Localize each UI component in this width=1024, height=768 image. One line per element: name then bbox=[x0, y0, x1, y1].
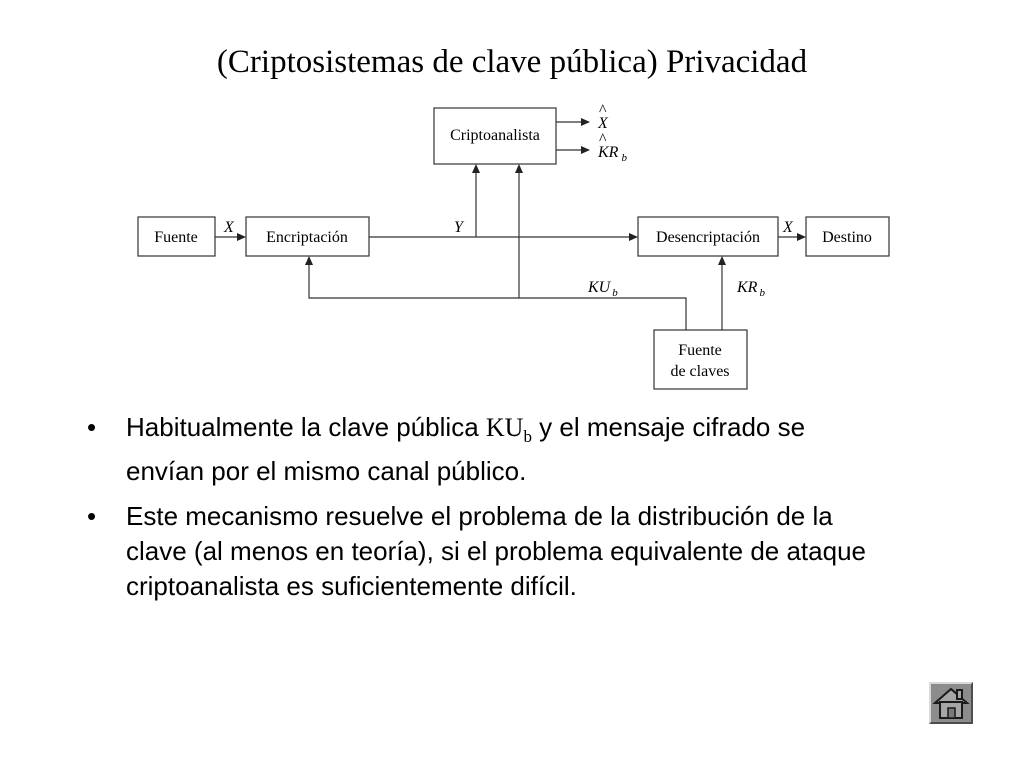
box-encriptacion bbox=[246, 217, 369, 256]
arrow-ku-to-criptoanalista bbox=[515, 164, 523, 298]
box-fuente-label: Fuente bbox=[154, 229, 198, 246]
bullet-1-after: y el mensaje cifrado se envían por el mismo canal público. bbox=[126, 412, 806, 487]
label-x-hat: X bbox=[598, 115, 608, 132]
label-x2: X bbox=[783, 219, 793, 236]
bullet-dot: • bbox=[87, 501, 97, 532]
arrow-channel-y bbox=[369, 233, 638, 241]
bullet-item-2 bbox=[84, 499, 884, 604]
bullet-item-1 bbox=[84, 410, 884, 489]
label-ku: KU $_b$ bbox=[588, 279, 618, 299]
bullet-2-text: Este mecanismo resuelve el problema de la distribución de la clave (al menos en teoría), si el problema equivalente de ataque criptoanalista es suficientemente difícil. bbox=[126, 501, 866, 602]
slide-title: (Criptosistemas de clave pública) Privacidad bbox=[216, 44, 808, 80]
bullet-list bbox=[84, 410, 884, 614]
bullet-1-ku: $KU_b$ bbox=[485, 413, 532, 447]
label-x1: X bbox=[224, 219, 234, 236]
home-button[interactable] bbox=[929, 682, 973, 724]
hat-mark-kr: ^ bbox=[599, 131, 607, 148]
box-desencriptacion-label: Desencriptación bbox=[656, 229, 760, 246]
box-encriptacion-label: Encriptación bbox=[266, 229, 348, 246]
box-destino bbox=[806, 217, 889, 256]
box-fuente-claves-label-2: de claves bbox=[670, 363, 730, 380]
label-y: Y bbox=[454, 219, 463, 236]
bullet-dot: • bbox=[87, 412, 97, 442]
box-fuente-claves bbox=[654, 330, 747, 389]
label-kr-hat: KR $_b$ bbox=[598, 144, 627, 164]
arrow-x-hat bbox=[556, 118, 590, 126]
arrow-y-to-criptoanalista bbox=[472, 164, 480, 237]
box-fuente bbox=[138, 217, 215, 256]
box-criptoanalista bbox=[434, 108, 556, 164]
box-criptoanalista-label: Criptoanalista bbox=[450, 127, 540, 144]
label-kr: KR $_b$ bbox=[737, 279, 765, 299]
box-fuente-claves-label-1: Fuente bbox=[678, 342, 722, 359]
box-desencriptacion bbox=[638, 217, 778, 256]
bullet-1-before: Habitualmente la clave pública bbox=[126, 412, 486, 442]
arrow-kr-hat bbox=[556, 146, 590, 154]
arrow-ku-to-encriptacion bbox=[305, 256, 686, 330]
box-destino-label: Destino bbox=[822, 229, 872, 246]
home-icon bbox=[931, 684, 971, 722]
hat-mark-x: ^ bbox=[599, 102, 607, 119]
arrow-kr-to-desencriptacion bbox=[718, 256, 726, 330]
